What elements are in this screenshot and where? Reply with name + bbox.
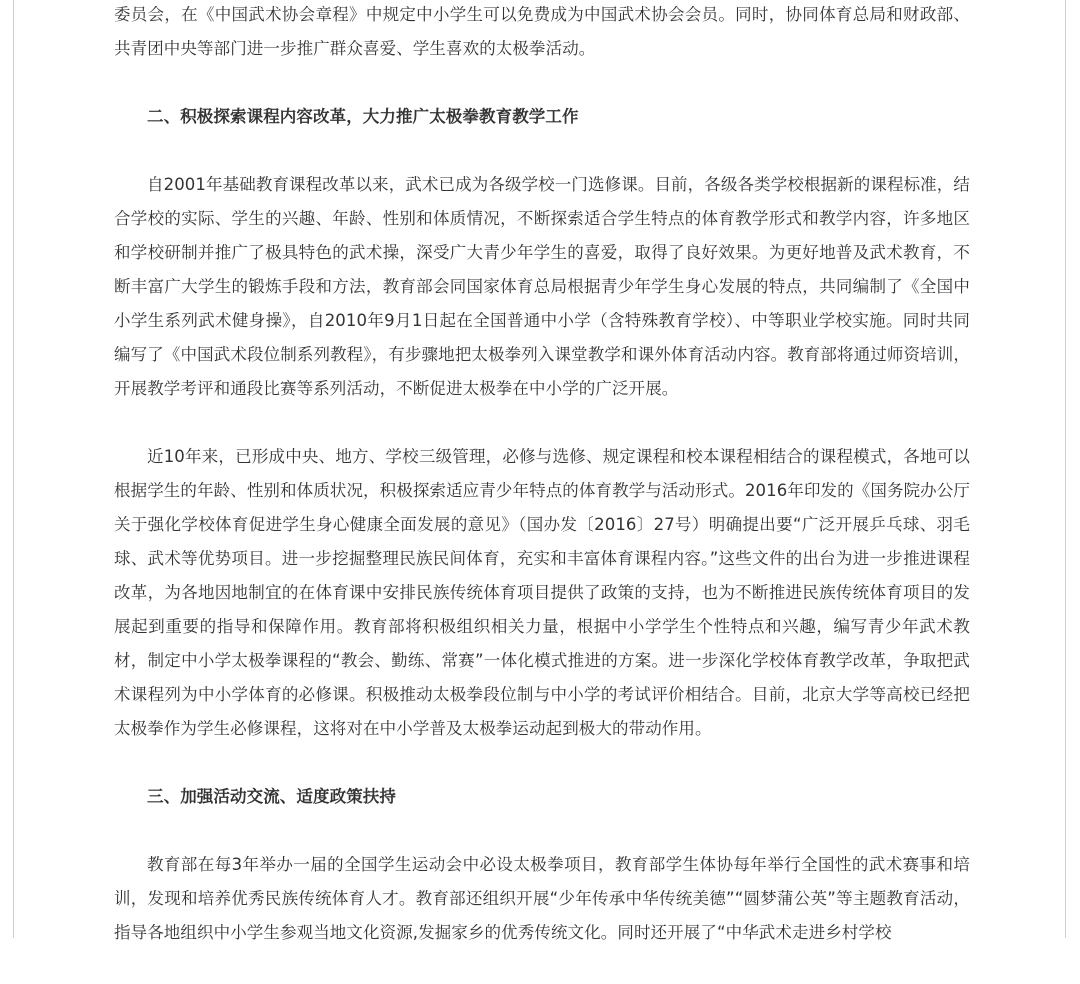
article-paragraph: 自2001年基础教育课程改革以来，武术已成为各级学校一门选修课。目前，各级各类学校根据新的课程标准，结合学校的实际、学生的兴趣、年龄、性别和体质情况，不断探索适合学生特点的体育教学形式和教学内容，许多地区和学校研制并推广了极具特色的武术操，深受广大青少年学生的喜爱，取得了良好效果。为更好地普及武术教育，不断丰富广大学生的锻炼手段和方法，教育部会同国家体育总局根据青少年学生身心发展的特点，共同编制了《全国中小学生系列武术健身操》，自2010年9月1日起在全国普通中小学（含特殊教育学校）、中等职业学校实施。同时共同编写了《中国武术段位制系列教程》，有步骤地把太极拳列入课堂教学和课外体育活动内容。教育部将通过师资培训，开展教学考评和通段比赛等系列活动，不断促进太极拳在中小学的广泛开展。 [114, 175, 970, 398]
article-body [114, 0, 970, 984]
article-paragraph: 教育部在每3年举办一届的全国学生运动会中必设太极拳项目，教育部学生体协每年举行全国性的武术赛事和培训，发现和培养优秀民族传统体育人才。教育部还组织开展“少年传承中华传统美德”“圆梦蒲公英”等主题教育活动，指导各地组织中小学生参观当地文化资源,发掘家乡的优秀传统文化。同时还开展了“中华武术走进乡村学校 [114, 855, 970, 942]
article-paragraph: 委员会，在《中国武术协会章程》中规定中小学生可以免费成为中国武术协会会员。同时，协同体育总局和财政部、共青团中央等部门进一步推广群众喜爱、学生喜欢的太极拳活动。 [114, 5, 970, 58]
article-paragraph: 近10年来，已形成中央、地方、学校三级管理，必修与选修、规定课程和校本课程相结合的课程模式，各地可以根据学生的年龄、性别和体质状况，积极探索适应青少年特点的体育教学与活动形式。2016年印发的《国务院办公厅关于强化学校体育促进学生身心健康全面发展的意见》（国办发〔2016〕27号）明确提出要“广泛开展乒乓球、羽毛球、武术等优势项目。进一步挖掘整理民族民间体育，充实和丰富体育课程内容。”这些文件的出台为进一步推进课程改革，为各地因地制宜的在体育课中安排民族传统体育项目提供了政策的支持，也为不断推进民族传统体育项目的发展起到重要的指导和保障作用。教育部将积极组织相关力量，根据中小学学生个性特点和兴趣，编写青少年武术教材，制定中小学太极拳课程的“教会、勤练、常赛”一体化模式推进的方案。进一步深化学校体育教学改革，争取把武术课程列为中小学体育的必修课。积极推动太极拳段位制与中小学的考试评价相结合。目前，北京大学等高校已经把太极拳作为学生必修课程，这将对在中小学普及太极拳运动起到极大的带动作用。 [114, 447, 970, 738]
section-heading: 三、加强活动交流、适度政策扶持 [147, 787, 396, 806]
section-heading: 二、积极探索课程内容改革，大力推广太极拳教育教学工作 [147, 107, 579, 126]
